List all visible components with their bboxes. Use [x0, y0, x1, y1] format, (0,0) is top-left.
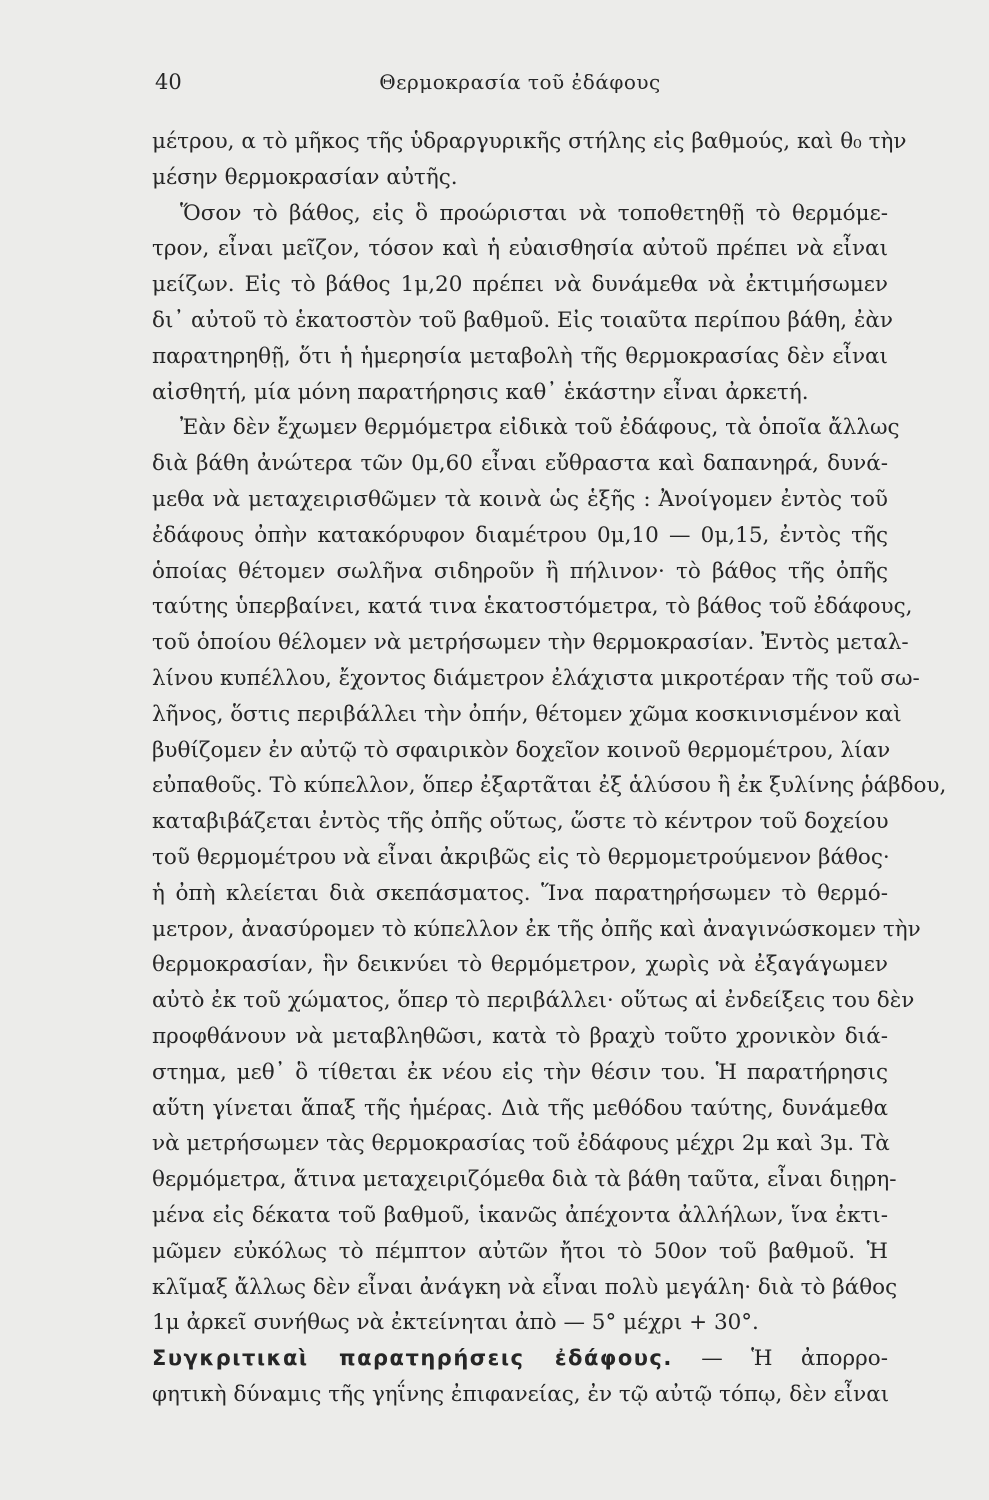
text-line: φητικὴ δύναμις τῆς γηΐνης ἐπιφανείας, ἐν τῷ αὐτῷ τόπῳ, δὲν εἶναι — [152, 1381, 890, 1407]
text-line: διὰ βάθη ἀνώτερα τῶν 0μ,60 εἶναι εὔθραστα καὶ δαπανηρά, δυνά- — [152, 451, 888, 477]
text-line: μένα εἰς δέκατα τοῦ βαθμοῦ, ἱκανῶς ἀπέχοντα ἀλλήλων, ἵνα ἐκτι- — [152, 1202, 888, 1228]
text-line: μέσην θερμοκρασίαν αὐτῆς. — [152, 164, 458, 190]
text-line: μῶμεν εὐκόλως τὸ πέμπτον αὐτῶν ἤτοι τὸ 50ον τοῦ βαθμοῦ. Ἡ — [152, 1238, 888, 1264]
text-line: ταύτης ὑπερβαίνει, κατά τινα ἑκατοστόμετρα, τὸ βάθος τοῦ ἐδάφους, — [152, 594, 913, 620]
text-line: αὕτη γίνεται ἅπαξ τῆς ἡμέρας. Διὰ τῆς μεθόδου ταύτης, δυνάμεθα — [152, 1095, 888, 1121]
running-title: Θερμοκρασία τοῦ ἐδάφους — [379, 70, 661, 94]
section-heading-line — [152, 1341, 888, 1377]
text-line: κλῖμαξ ἄλλως δὲν εἶναι ἀνάγκη νὰ εἶναι πολὺ μεγάλη· διὰ τὸ βάθος — [152, 1274, 898, 1300]
text-line: μετρον, ἀνασύρομεν τὸ κύπελλον ἐκ τῆς ὀπῆς καὶ ἀναγινώσκομεν τὴν — [152, 916, 921, 942]
page-header — [155, 70, 885, 102]
section-text: — Ἡ ἀπορρο- — [701, 1346, 888, 1372]
text-line: λίνου κυπέλλου, ἔχοντος διάμετρον ἐλάχιστα μικροτέραν τῆς τοῦ σω- — [152, 665, 920, 691]
text-line: καταβιβάζεται ἐντὸς τῆς ὀπῆς οὕτως, ὥστε τὸ κέντρον τοῦ δοχείου — [152, 809, 889, 835]
text-line: δι᾽ αὐτοῦ τὸ ἑκατοστὸν τοῦ βαθμοῦ. Εἰς τοιαῦτα περίπου βάθη, ἐὰν — [152, 307, 893, 333]
text-line: στημα, μεθ᾽ ὃ τίθεται ἐκ νέου εἰς τὴν θέσιν του. Ἡ παρατήρησις — [152, 1059, 888, 1085]
page-number: 40 — [155, 70, 182, 94]
text-line: 1μ ἀρκεῖ συνήθως νὰ ἐκτείνηται ἀπὸ — 5° μέχρι + 30°. — [152, 1310, 759, 1336]
text-line: μέτρου, α τὸ μῆκος τῆς ὑδραργυρικῆς στήλης εἰς βαθμούς, καὶ θ₀ τὴν — [152, 129, 907, 154]
body-text — [152, 124, 947, 1413]
text-line: Ὅσον τὸ βάθος, εἰς ὃ προώρισται νὰ τοποθετηθῇ τὸ θερμόμε- — [180, 200, 888, 226]
text-line: ἐδάφους ὀπὴν κατακόρυφον διαμέτρου 0μ,10 — 0μ,15, ἐντὸς τῆς — [152, 522, 888, 548]
text-line: λῆνος, ὅστις περιβάλλει τὴν ὀπήν, θέτομεν χῶμα κοσκινισμένον καὶ — [152, 701, 902, 727]
text-line: νὰ μετρήσωμεν τὰς θερμοκρασίας τοῦ ἐδάφους μέχρι 2μ καὶ 3μ. Τὰ — [152, 1131, 890, 1157]
text-line: ἡ ὀπὴ κλείεται διὰ σκεπάσματος. Ἵνα παρατηρήσωμεν τὸ θερμό- — [152, 880, 888, 906]
text-line: τρον, εἶναι μεῖζον, τόσον καὶ ἡ εὐαισθησία αὐτοῦ πρέπει νὰ εἶναι — [152, 236, 888, 262]
text-line: αὐτὸ ἐκ τοῦ χώματος, ὅπερ τὸ περιβάλλει· οὕτως αἱ ἐνδείξεις του δὲν — [152, 988, 915, 1014]
text-line: προφθάνουν νὰ μεταβληθῶσι, κατὰ τὸ βραχὺ τοῦτο χρονικὸν διά- — [152, 1023, 888, 1049]
text-line: Ἐὰν δὲν ἔχωμεν θερμόμετρα εἰδικὰ τοῦ ἐδάφους, τὰ ὁποῖα ἄλλως — [180, 415, 900, 441]
text-line: εὐπαθοῦς. Τὸ κύπελλον, ὅπερ ἐξαρτᾶται ἐξ ἁλύσου ἢ ἐκ ξυλίνης ῥάβδου, — [152, 773, 947, 799]
text-line: αἰσθητή, μία μόνη παρατήρησις καθ᾽ ἑκάστην εἶναι ἀρκετή. — [152, 379, 809, 405]
text-line: τοῦ ὁποίου θέλομεν νὰ μετρήσωμεν τὴν θερμοκρασίαν. Ἐντὸς μεταλ- — [152, 630, 909, 656]
text-line: θερμοκρασίαν, ἣν δεικνύει τὸ θερμόμετρον, χωρὶς νὰ ἐξαγάγωμεν — [152, 952, 888, 978]
text-line: παρατηρηθῇ, ὅτι ἡ ἡμερησία μεταβολὴ τῆς θερμοκρασίας δὲν εἶναι — [152, 343, 888, 369]
text-line: θερμόμετρα, ἅτινα μεταχειριζόμεθα διὰ τὰ βάθη ταῦτα, εἶναι διῃρη- — [152, 1167, 897, 1193]
text-line: μεθα νὰ μεταχειρισθῶμεν τὰ κοινὰ ὡς ἑξῆς : Ἀνοίγομεν ἐντὸς τοῦ — [152, 486, 888, 512]
text-line: μείζων. Εἰς τὸ βάθος 1μ,20 πρέπει νὰ δυνάμεθα νὰ ἐκτιμήσωμεν — [152, 272, 888, 298]
section-title: Συγκριτικαὶ παρατηρήσεις ἐδάφους. — [152, 1346, 673, 1371]
text-line: βυθίζομεν ἐν αὐτῷ τὸ σφαιρικὸν δοχεῖον κοινοῦ θερμομέτρου, λίαν — [152, 737, 891, 763]
text-line: ὁποίας θέτομεν σωλῆνα σιδηροῦν ἢ πήλινον· τὸ βάθος τῆς ὀπῆς — [152, 558, 888, 584]
text-line: τοῦ θερμομέτρου νὰ εἶναι ἀκριβῶς εἰς τὸ θερμομετρούμενον βάθος· — [152, 844, 890, 870]
